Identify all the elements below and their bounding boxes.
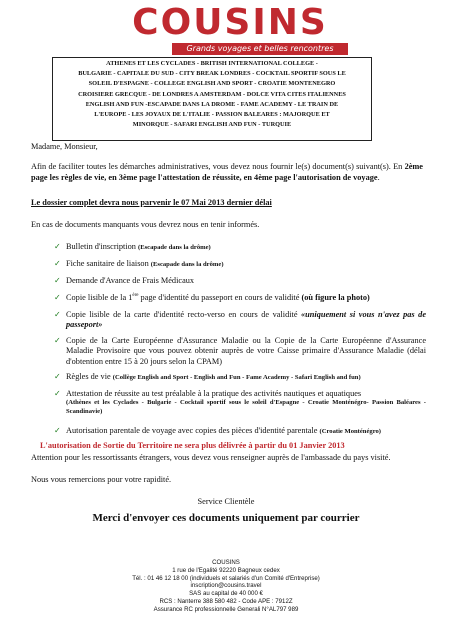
item-emphasis: (où figure la photo): [301, 293, 370, 302]
footer-line: COUSINS: [212, 559, 240, 566]
footer-line: Assurance RC professionnelle Generali N°AL797 989: [153, 605, 299, 613]
check-icon: ✓: [54, 242, 61, 251]
destinations-line: ATHENES ET LES CYCLADES - BRITISH INTERNATIONAL COLLEGE -: [106, 60, 318, 67]
destinations-box: [52, 57, 372, 141]
footer-line: Tél. : 01 46 12 18 00 (individuels et salariés d'un Comité d'Entreprise): [132, 574, 320, 582]
signature: Service Clientèle: [197, 497, 255, 506]
check-icon: ✓: [54, 276, 61, 285]
item-note: (Athènes et les Cyclades - Bulgarie - Cocktail sportif sous le soleil d'Espagne - Croatie Monténégro- Passion Baléares - Scandinavie): [66, 399, 426, 415]
logo-tagline: Grands voyages et belles rencontres: [172, 43, 348, 55]
item-note: (Collège English and Sport - English and Fun - Fame Academy - Safari English and fun): [112, 374, 361, 381]
thanks-line: Nous vous remercions pour votre rapidité.: [31, 475, 172, 484]
intro-pages: 2ème page les règles de vie, en 3ème page l'attestation de réussite, en 4ème page l'autorisation de voyage: [31, 162, 423, 182]
check-icon: ✓: [54, 426, 61, 435]
item-text: Copie lisible de la carte d'identité recto-verso en cours de validité: [66, 310, 302, 319]
footer-line: RCS : Nanterre 388 580 482 - Code APE : 7912Z: [159, 597, 293, 605]
check-icon: ✓: [54, 372, 61, 381]
footer-line: inscription@cousins.travel: [190, 582, 262, 590]
footer-line: SAS au capital de 40 000 €: [189, 590, 263, 598]
item-superscript: ère: [132, 293, 139, 299]
item-note: (Escapade dans la drôme): [138, 244, 211, 251]
destinations-line: ENGLISH AND FUN -ESCAPADE DANS LA DROME - FAME ACADEMY - LE TRAIN DE: [85, 100, 339, 108]
destinations-line: L'EUROPE - LES JOYAUX DE L'ITALIE - PASSION BALEARES : MAJORQUE ET: [94, 111, 330, 119]
intro-paragraph: [31, 162, 423, 183]
intro-text: Afin de faciliter toutes les démarches administratives, vous devez nous fournir le(s) document(s) suivant(s). En: [31, 162, 405, 171]
item-note: (Croatie Monténégro): [319, 428, 381, 435]
missing-docs-note: En cas de documents manquants vous devrez nous en tenir informés.: [31, 220, 260, 229]
check-icon: ✓: [54, 259, 61, 268]
item-emphasis: «uniquement si vous n'avez pas de passeport»: [66, 310, 426, 330]
closing-statement: Merci d'envoyer ces documents uniquement par courrier: [92, 512, 360, 524]
item-text: Attestation de réussite au test préalable à la pratique des activités nautiques et aquatiques: [66, 389, 362, 398]
item-text: page d'identité du passeport en cours de validité: [138, 293, 302, 302]
destinations-line: MINORQUE - SAFARI ENGLISH AND FUN - TURQUIE: [132, 121, 292, 129]
destinations-line: CROISIERE GRECQUE - DE LONDRES A AMSTERDAM - DOLCE VITA CITES ITALIENNES: [78, 90, 346, 98]
foreign-nationals-note: Attention pour les ressortissants étrangers, vous devez vous renseigner auprès de l'ambassade du pays visité.: [31, 453, 391, 462]
item-note: (Escapade dans la drôme): [150, 261, 224, 268]
intro-end: .: [377, 172, 380, 182]
check-icon: ✓: [54, 389, 61, 398]
item-text: Autorisation parentale de voyage avec copies des pièces d'identité parentale: [66, 426, 320, 435]
check-icon: ✓: [54, 336, 61, 345]
destinations-line: SOLEIL D'ESPAGNE - COLLEGE ENGLISH AND SPORT - CROATIE MONTENEGRO: [88, 80, 336, 88]
check-icon: ✓: [54, 293, 61, 302]
greeting: Madame, Monsieur,: [31, 142, 98, 151]
destinations-line: BULGARIE - CAPITALE DU SUD - CITY BREAK LONDRES - COCKTAIL SPORTIF SOUS LE: [78, 70, 346, 78]
company-footer: [0, 559, 452, 614]
logo-wordmark: COUSINS: [132, 2, 328, 43]
check-icon: ✓: [54, 310, 61, 319]
item-text: Copie de la Carte Européenne d'Assurance Maladie ou la Copie de la Carte Européenne d'Assurance Maladie Provisoire que vous pouvez obtenir auprès de votre Caisse primaire d'Assurance Maladie (délai d'obtention entre 15 à 20 jours selon la CPAM): [66, 336, 426, 366]
deadline-notice: Le dossier complet devra nous parvenir le 07 Mai 2013 dernier délai: [31, 198, 272, 207]
item-text: Copie lisible de la 1: [66, 293, 133, 302]
item-text: Bulletin d'inscription: [66, 242, 139, 251]
item-text: Fiche sanitaire de liaison: [66, 259, 151, 268]
footer-line: 1 rue de l'Egalité 92220 Bagneux cedex: [172, 566, 280, 574]
item-text: Demande d'Avance de Frais Médicaux: [66, 276, 195, 285]
cousins-logo: [112, 2, 348, 58]
item-text: Règles de vie: [66, 372, 113, 381]
territory-notice: L'autorisation de Sortie du Territoire ne sera plus délivrée à partir du 01 Janvier 2013: [40, 441, 345, 450]
